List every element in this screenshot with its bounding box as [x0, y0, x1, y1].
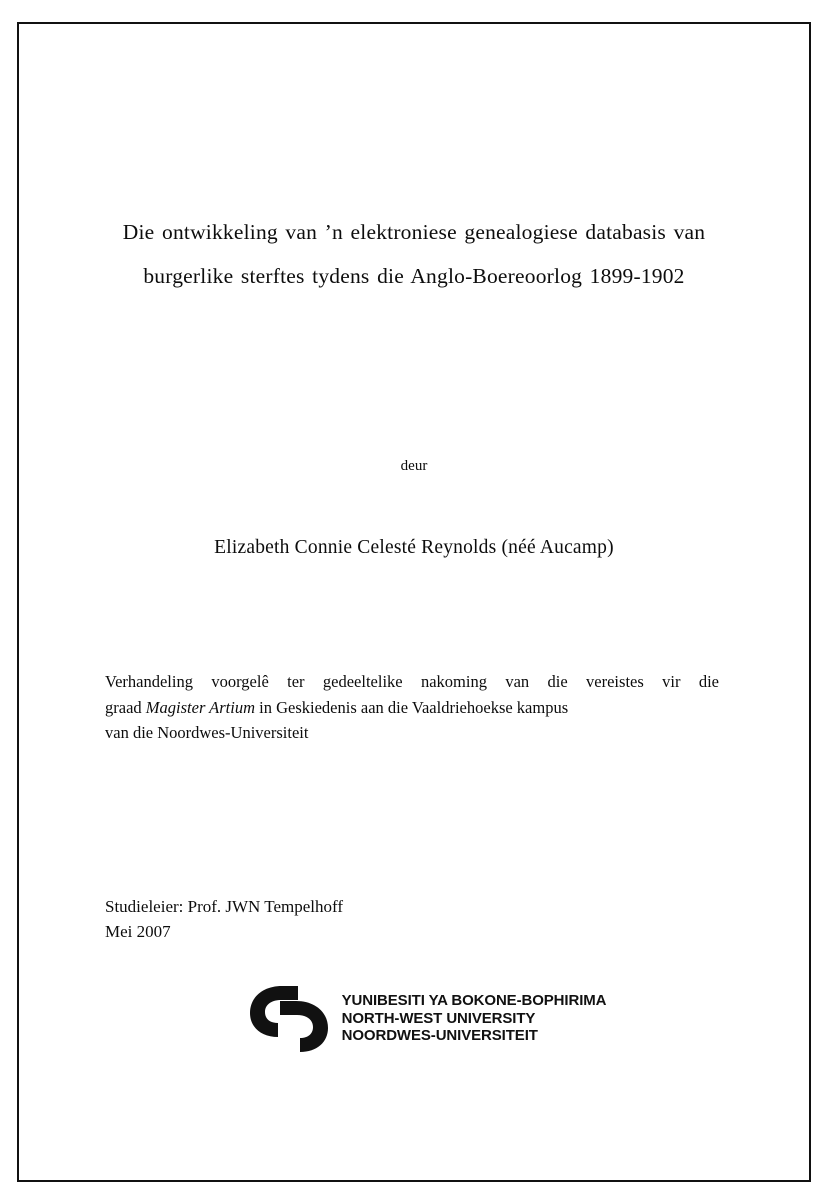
degree-statement-line-1: Verhandeling voorgelê ter gedeeltelike nakoming van die vereistes vir die	[105, 672, 719, 691]
page-title	[105, 210, 723, 298]
degree-statement-line-2-pre: graad	[105, 697, 146, 717]
degree-statement	[105, 669, 723, 746]
by-label: deur	[400, 458, 428, 474]
degree-statement-line-2-post: in Geskiedenis aan die Vaaldriehoekse kampus	[255, 697, 569, 717]
university-logo-text	[342, 992, 607, 1045]
logo-text-line-2: NORTH-WEST UNIVERSITY	[341, 1009, 536, 1027]
logo-text-line-1: YUNIBESITI YA BOKONE-BOPHIRIMA	[341, 992, 607, 1010]
supervisor-name: Studieleier: Prof. JWN Tempelhoff	[105, 896, 344, 916]
north-west-university-logo-icon	[246, 982, 332, 1056]
title-line-2: burgerlike sterftes tydens die Anglo-Boereoorlog 1899-1902	[143, 264, 685, 288]
degree-statement-line-3: van die Noordwes-Universiteit	[105, 723, 309, 742]
degree-statement-line-2	[105, 695, 719, 721]
supervisor-block	[105, 894, 723, 944]
author-name: Elizabeth Connie Celesté Reynolds (néé Aucamp)	[214, 537, 614, 558]
title-line-1: Die ontwikkeling van ’n elektroniese genealogiese databasis van	[122, 220, 706, 244]
degree-name: Magister Artium	[145, 697, 256, 717]
university-logo	[105, 982, 723, 1056]
submission-date: Mei 2007	[105, 921, 171, 941]
title-page-content	[17, 22, 811, 1182]
logo-text-line-3: NOORDWES-UNIVERSITEIT	[341, 1027, 538, 1045]
